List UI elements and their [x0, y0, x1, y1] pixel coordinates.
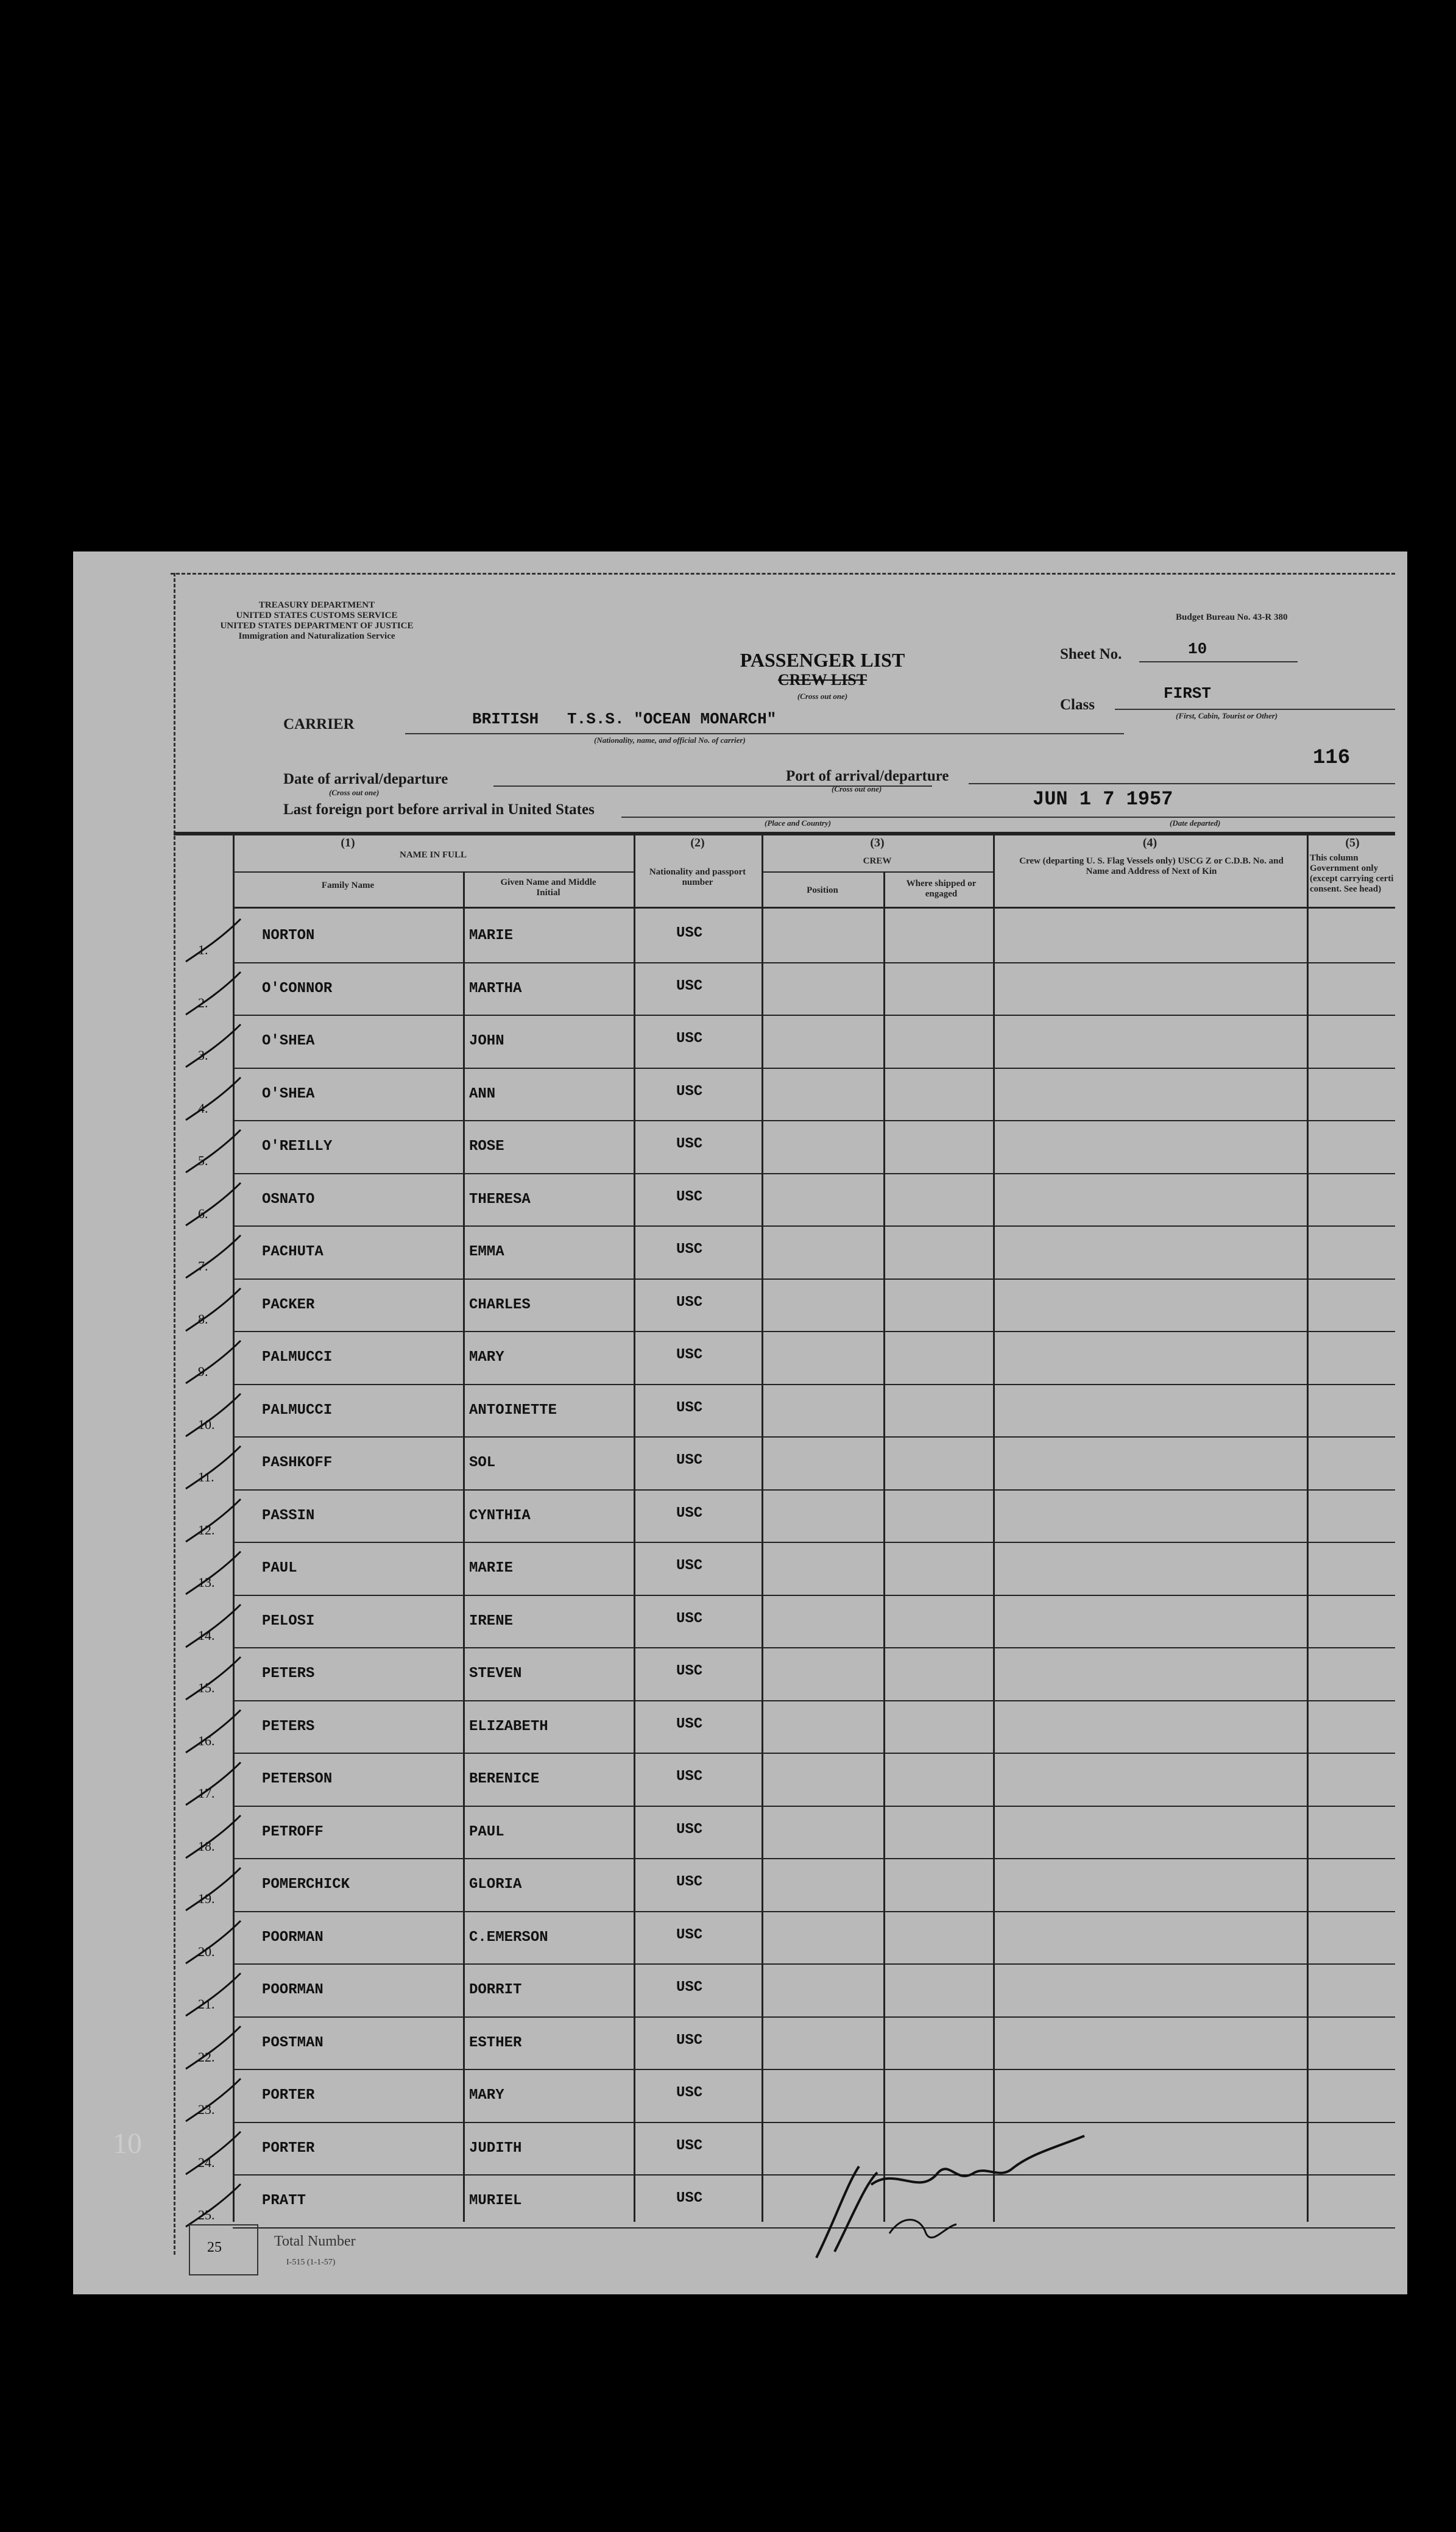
total-label: Total Number [274, 2233, 356, 2249]
given-name: STEVEN [469, 1665, 522, 1683]
col1-title: NAME IN FULL [399, 850, 467, 860]
table-row [73, 2176, 1407, 2229]
row-number: 6. [198, 1205, 208, 1221]
row-rule [233, 1225, 1395, 1227]
nationality: USC [676, 1768, 703, 1786]
given-name: GLORIA [469, 1876, 522, 1893]
table-row [73, 1913, 1407, 1966]
row-number: 14. [198, 1627, 215, 1643]
row-rule [233, 1489, 1395, 1491]
row-number: 1. [198, 942, 208, 958]
table-row [73, 1702, 1407, 1755]
col1-header [233, 838, 463, 848]
nationality: USC [676, 1347, 703, 1364]
given-name: JOHN [469, 1033, 504, 1050]
row-number: 24. [198, 2154, 215, 2170]
family-name: PACKER [262, 1296, 315, 1313]
table-row [73, 911, 1407, 964]
nationality: USC [676, 2032, 703, 2049]
given-name: BERENICE [469, 1771, 540, 1788]
crew-kin-header: Crew (departing U. S. Flag Vessels only) USCG Z or C.D.B. No. and Name and Address of Next of Kin [1019, 856, 1284, 876]
margin-note: 10 [113, 2127, 142, 2160]
check-mark [180, 1388, 247, 1442]
crew-header: CREW [863, 856, 892, 866]
nationality: USC [676, 2190, 703, 2207]
family-name: PETERS [262, 1665, 315, 1683]
family-name: POSTMAN [262, 2034, 323, 2051]
check-mark [180, 1651, 247, 1706]
table-row [73, 1438, 1407, 1491]
row-rule [233, 2069, 1395, 2070]
given-name: ANN [469, 1085, 496, 1102]
family-name: POMERCHICK [262, 1876, 350, 1893]
row-number: 9. [198, 1364, 208, 1380]
nationality: USC [676, 2137, 703, 2154]
port-hint: (Cross out one) [832, 784, 882, 793]
family-name: NORTON [262, 927, 315, 945]
row-rule [233, 2016, 1395, 2018]
sheet-number: 10 [1188, 640, 1207, 658]
nationality: USC [676, 1505, 703, 1522]
check-mark [180, 1440, 247, 1495]
nationality: USC [676, 1241, 703, 1258]
port-underline [969, 783, 1395, 784]
col5-number: (5) [1345, 836, 1360, 849]
family-name: PALMUCCI [262, 1349, 333, 1366]
nationality: USC [676, 1558, 703, 1575]
family-name: PASSIN [262, 1507, 315, 1524]
nationality: USC [676, 977, 703, 995]
form-code: I-515 (1-1-57) [286, 2258, 336, 2267]
family-name: O'REILLY [262, 1138, 333, 1155]
department-block [164, 600, 469, 642]
nationality: USC [676, 1610, 703, 1627]
given-name: CYNTHIA [469, 1507, 531, 1524]
name-subheader-rule [233, 871, 634, 873]
nationality: USC [676, 1136, 703, 1153]
check-mark [180, 1335, 247, 1389]
row-rule [233, 1700, 1395, 1701]
given-name: CHARLES [469, 1296, 531, 1313]
check-mark [180, 1493, 247, 1548]
row-number: 20. [198, 1943, 215, 1959]
row-rule [233, 1384, 1395, 1385]
nationality: USC [676, 1083, 703, 1100]
table-row [73, 1597, 1407, 1650]
family-name: PAUL [262, 1560, 297, 1577]
table-row [73, 1069, 1407, 1122]
table-row [73, 2071, 1407, 2124]
row-rule [233, 1542, 1395, 1543]
given-name: THERESA [469, 1191, 531, 1208]
nationality: USC [676, 2085, 703, 2102]
row-number: 11. [198, 1469, 214, 1485]
table-row [73, 1122, 1407, 1175]
row-number: 18. [198, 1838, 215, 1854]
class-label: Class [1060, 697, 1095, 713]
table-row [73, 1965, 1407, 2018]
family-name: PALMUCCI [262, 1402, 333, 1419]
given-name: SOL [469, 1455, 496, 1472]
carrier-hint: (Nationality, name, and official No. of carrier) [594, 736, 746, 745]
check-mark [180, 1545, 247, 1600]
carrier-label: CARRIER [283, 716, 355, 732]
row-rule [233, 1015, 1395, 1016]
row-rule [233, 1963, 1395, 1965]
signature [798, 2112, 1115, 2270]
row-rule [233, 962, 1395, 963]
family-name: PASHKOFF [262, 1455, 333, 1472]
check-mark [180, 2126, 247, 2180]
dept-line-2: UNITED STATES CUSTOMS SERVICE [236, 611, 398, 620]
check-mark [180, 1862, 247, 1917]
nationality: USC [676, 1715, 703, 1732]
family-name: PETERSON [262, 1771, 333, 1788]
nationality: USC [676, 925, 703, 942]
row-rule [233, 1436, 1395, 1438]
family-name: O'CONNOR [262, 980, 333, 997]
given-name: ELIZABETH [469, 1718, 548, 1735]
check-mark [180, 1124, 247, 1179]
last-port-underline [621, 817, 1395, 818]
check-mark [180, 2020, 247, 2075]
table-row [73, 1544, 1407, 1597]
shipped-header: Where shipped or engaged [906, 879, 977, 899]
row-rule [233, 1858, 1395, 1859]
form-subtitle: CREW LIST [777, 671, 868, 689]
nationality: USC [676, 1294, 703, 1311]
check-mark [180, 1598, 247, 1653]
last-port-label: Last foreign port before arrival in United States [283, 801, 595, 818]
carrier-underline [405, 733, 1124, 734]
check-mark [180, 1756, 247, 1811]
table-row [73, 2124, 1407, 2177]
dept-line-4: Immigration and Naturalization Service [238, 631, 395, 641]
table-row [73, 1860, 1407, 1913]
form-title: PASSENGER LIST [740, 649, 905, 671]
table-row [73, 1754, 1407, 1807]
table-row [73, 1227, 1407, 1280]
check-mark [180, 1177, 247, 1232]
family-name-header: Family Name [321, 881, 375, 890]
given-name: JUDITH [469, 2140, 522, 2157]
row-rule [233, 1278, 1395, 1280]
check-mark [180, 1704, 247, 1759]
check-mark [180, 1229, 247, 1284]
carrier-value: BRITISH T.S.S. "OCEAN MONARCH" [472, 710, 777, 728]
date-hint: (Cross out one) [329, 788, 380, 797]
family-name: OSNATO [262, 1191, 315, 1208]
table-row [73, 1491, 1407, 1544]
row-number: 12. [198, 1522, 215, 1537]
check-mark [180, 1018, 247, 1073]
table-row [73, 1016, 1407, 1069]
check-mark [180, 1809, 247, 1864]
top-border [171, 573, 1395, 575]
date-label: Date of arrival/departure [283, 771, 448, 787]
row-rule [233, 1753, 1395, 1754]
family-name: POORMAN [262, 1982, 323, 1999]
row-rule [233, 1595, 1395, 1596]
given-name: MARTHA [469, 980, 522, 997]
class-underline [1115, 709, 1395, 710]
family-name: O'SHEA [262, 1085, 315, 1102]
col5-note: This column Government only (except carrying certi consent. See head) [1310, 853, 1394, 894]
row-number: 10. [198, 1416, 215, 1432]
given-name-header: Given Name and Middle Initial [500, 878, 596, 898]
row-number: 3. [198, 1048, 208, 1063]
row-rule [233, 1331, 1395, 1332]
page-number: 116 [1313, 746, 1351, 770]
table-row [73, 2018, 1407, 2071]
class-hint: (First, Cabin, Tourist or Other) [1176, 711, 1278, 720]
row-number: 7. [198, 1258, 208, 1274]
row-number: 4. [198, 1100, 208, 1116]
row-rule [233, 1806, 1395, 1807]
class-value: FIRST [1164, 684, 1212, 703]
budget-number: Budget Bureau No. 43-R 380 [1176, 612, 1288, 622]
nationality: USC [676, 1188, 703, 1205]
row-number: 16. [198, 1732, 215, 1748]
family-name: PORTER [262, 2140, 315, 2157]
given-name: ROSE [469, 1138, 504, 1155]
row-rule [233, 1173, 1395, 1174]
table-row [73, 1333, 1407, 1386]
nationality: USC [676, 1874, 703, 1891]
nationality: USC [676, 1452, 703, 1469]
place-hint: (Place and Country) [765, 818, 832, 828]
row-rule [233, 1068, 1395, 1069]
crew-subheader-rule [762, 871, 993, 873]
family-name: POORMAN [262, 1929, 323, 1946]
dept-line-1: TREASURY DEPARTMENT [258, 600, 375, 610]
given-name: MARY [469, 2087, 504, 2104]
check-mark [180, 1071, 247, 1126]
given-name: MARIE [469, 1560, 514, 1577]
table-row [73, 1807, 1407, 1860]
row-number: 2. [198, 995, 208, 1010]
given-name: ANTOINETTE [469, 1402, 557, 1419]
row-number: 22. [198, 2049, 215, 2065]
nationality: USC [676, 1030, 703, 1048]
check-mark [180, 966, 247, 1021]
col3-number: (3) [870, 836, 885, 849]
nationality-header: Nationality and passport number [649, 867, 746, 887]
date-departed-hint: (Date departed) [1170, 818, 1221, 828]
row-rule [233, 1647, 1395, 1648]
family-name: PELOSI [262, 1612, 315, 1629]
row-rule [233, 1120, 1395, 1121]
nationality: USC [676, 1979, 703, 1996]
family-name: PORTER [262, 2087, 315, 2104]
row-number: 8. [198, 1311, 208, 1327]
dept-line-3: UNITED STATES DEPARTMENT OF JUSTICE [220, 621, 414, 631]
given-name: MURIEL [469, 2193, 522, 2210]
position-header: Position [807, 885, 838, 895]
row-number: 5. [198, 1153, 208, 1169]
table-row [73, 1386, 1407, 1439]
row-number: 17. [198, 1786, 215, 1801]
table-row [73, 964, 1407, 1017]
family-name: PACHUTA [262, 1244, 323, 1261]
sheet-label: Sheet No. [1060, 646, 1122, 662]
cross-out-note: (Cross out one) [797, 692, 848, 701]
total-count: 25 [207, 2239, 222, 2255]
family-name: PETROFF [262, 1823, 323, 1840]
given-name: PAUL [469, 1823, 504, 1840]
family-name: PETERS [262, 1718, 315, 1735]
row-number: 23. [198, 2102, 215, 2118]
col4-number: (4) [1142, 836, 1157, 849]
check-mark [180, 1915, 247, 1970]
passenger-list-form [73, 551, 1407, 2294]
row-number: 19. [198, 1891, 215, 1907]
check-mark [180, 2073, 247, 2127]
nationality: USC [676, 1663, 703, 1680]
nationality: USC [676, 1399, 703, 1416]
given-name: C.EMERSON [469, 1929, 548, 1946]
family-name: O'SHEA [262, 1033, 315, 1050]
total-count-box [189, 2224, 258, 2275]
check-mark [180, 1282, 247, 1337]
table-row [73, 1175, 1407, 1228]
given-name: IRENE [469, 1612, 514, 1629]
check-mark [180, 1967, 247, 2022]
nationality: USC [676, 1926, 703, 1943]
row-number: 25. [198, 2207, 215, 2223]
row-rule [233, 1911, 1395, 1912]
date-stamp: JUN 1 7 1957 [1033, 788, 1173, 810]
given-name: MARIE [469, 927, 514, 945]
table-top-rule [174, 832, 1395, 835]
check-mark [180, 913, 247, 968]
header-bottom-rule [233, 907, 1395, 909]
row-number: 13. [198, 1575, 215, 1590]
given-name: MARY [469, 1349, 504, 1366]
nationality: USC [676, 1821, 703, 1838]
row-number: 15. [198, 1680, 215, 1696]
col2-number: (2) [690, 836, 705, 849]
table-row [73, 1649, 1407, 1702]
table-row [73, 1280, 1407, 1333]
port-label: Port of arrival/departure [786, 768, 949, 784]
given-name: ESTHER [469, 2034, 522, 2051]
family-name: PRATT [262, 2193, 306, 2210]
row-number: 21. [198, 1996, 215, 2012]
given-name: DORRIT [469, 1982, 522, 1999]
given-name: EMMA [469, 1244, 504, 1261]
sheet-underline [1139, 661, 1298, 662]
col1-number: (1) [341, 836, 355, 849]
